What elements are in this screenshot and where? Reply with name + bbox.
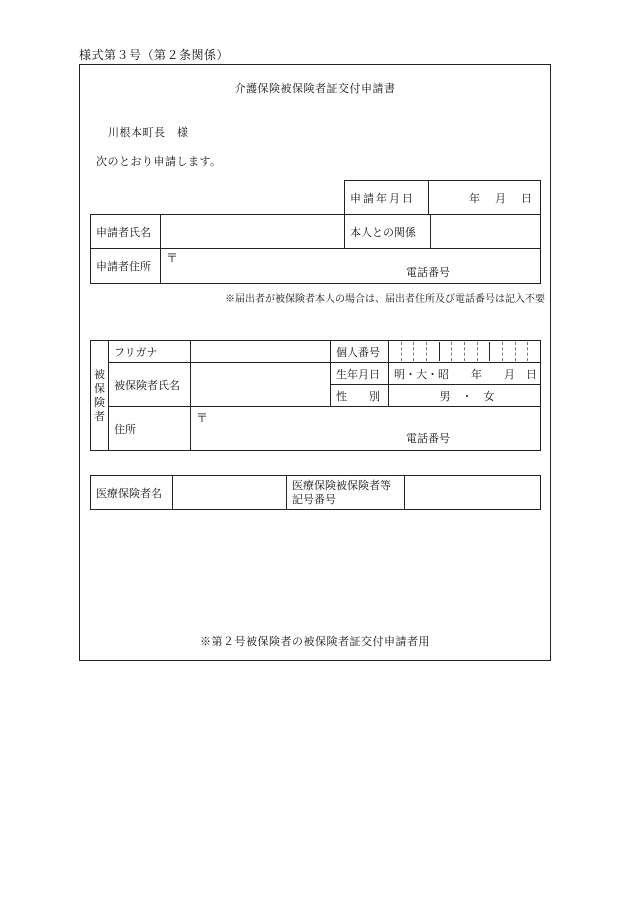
- application-date-field[interactable]: [429, 181, 541, 215]
- furigana-label: フリガナ: [109, 341, 191, 363]
- applicant-name-field[interactable]: [161, 215, 345, 249]
- gender-label: 性 別: [331, 385, 389, 407]
- application-date-table: [344, 180, 541, 215]
- medical-insurer-label: 医療保険者名: [91, 476, 173, 510]
- applicant-table: [90, 214, 541, 284]
- birthdate-label: 生年月日: [331, 363, 389, 385]
- medical-insurer-field[interactable]: [173, 476, 287, 510]
- insured-name-field[interactable]: [191, 363, 331, 407]
- medical-symbol-label: [287, 476, 405, 510]
- application-date-placeholder: 年 月 日: [469, 191, 534, 205]
- birthdate-field[interactable]: [389, 363, 541, 385]
- application-date-label: 申請年月日: [345, 181, 429, 215]
- insured-postal-mark: 〒: [196, 410, 209, 425]
- note-applicant: ※届出者が被保険者本人の場合は、届出者住所及び電話番号は記入不要: [225, 294, 545, 305]
- intro-text: 次のとおり申請します。: [96, 155, 222, 168]
- relation-field[interactable]: [431, 215, 541, 249]
- personal-number-label: 個人番号: [331, 341, 389, 363]
- gender-options: 男 ・ 女: [439, 389, 495, 403]
- medical-symbol-label-line2: 記号番号: [292, 492, 336, 506]
- note-bottom: ※第２号被保険者の被保険者証交付申請者用: [200, 635, 430, 648]
- insured-name-label: 被保険者氏名: [109, 363, 191, 407]
- insured-phone-label: 電話番号: [406, 431, 450, 445]
- applicant-postal-mark: 〒: [166, 251, 179, 265]
- form-number: 様式第３号（第２条関係）: [79, 48, 230, 62]
- applicant-address-field[interactable]: [161, 249, 541, 284]
- birthdate-placeholder: 明・大・昭 年 月 日: [394, 367, 537, 381]
- applicant-address-label: 申請者住所: [91, 249, 161, 284]
- applicant-phone-label: 電話番号: [406, 266, 450, 279]
- form-title: 介護保険被保険者証交付申請書: [234, 82, 396, 95]
- medical-insurance-table: [90, 475, 541, 510]
- medical-symbol-label-line1: 医療保険被保険者等: [292, 478, 391, 492]
- insured-section-label: 被保険者: [91, 341, 109, 451]
- medical-symbol-field[interactable]: [405, 476, 541, 510]
- applicant-name-label: 申請者氏名: [91, 215, 161, 249]
- insured-address-label: 住所: [109, 407, 191, 451]
- addressee: 川根本町長 様: [108, 126, 189, 139]
- furigana-field[interactable]: [191, 341, 331, 363]
- relation-label: 本人との関係: [345, 215, 431, 249]
- insured-table: [90, 340, 541, 451]
- insured-address-field[interactable]: [191, 407, 541, 451]
- gender-field[interactable]: [389, 385, 541, 407]
- personal-number-field[interactable]: [389, 341, 541, 363]
